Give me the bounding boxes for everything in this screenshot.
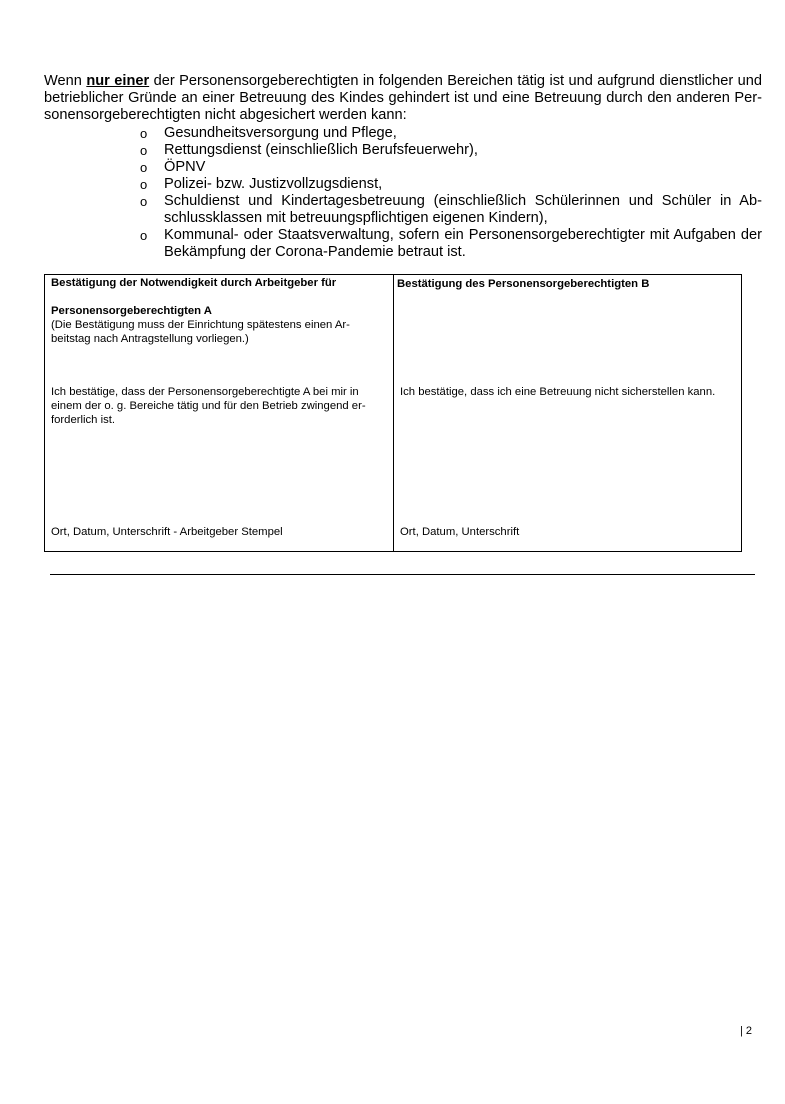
bullet-icon: o [140, 194, 148, 209]
list-item-text: Gesundheitsversorgung und Pflege, [164, 125, 397, 141]
list-item [140, 125, 762, 142]
employer-note: (Die Bestätigung muss der Einrichtung spätestens einen Ar-beitstag nach Antragstellung vorliegen.) [51, 319, 350, 345]
list-item [140, 227, 762, 261]
employer-confirmation: Ich bestätige, dass der Personensorgeberechtigte A bei mir in einem der o. g. Bereiche tätig und für den Betrieb zwingend er-forderlich ist. [51, 386, 366, 426]
list-item-text: Schuldienst und Kindertagesbetreuung (einschließlich Schülerinnen und Schüler in Ab-schlussklassen mit betreuungspflichtigen eigenen Kindern), [164, 193, 762, 226]
employer-heading [51, 276, 387, 290]
intro-emphasis: nur einer [86, 73, 150, 89]
list-item [140, 176, 762, 193]
bullet-icon: o [140, 126, 148, 141]
employer-heading-line1: Bestätigung der Notwendigkeit durch Arbeitgeber für [51, 277, 337, 289]
intro-prefix: Wenn [44, 73, 87, 89]
list-item [140, 159, 762, 176]
bullet-icon: o [140, 228, 148, 243]
employer-heading-line2: Personensorgeberechtigten A [51, 305, 212, 317]
list-item-text: Rettungsdienst (einschließlich Berufsfeuerwehr), [164, 142, 478, 158]
list-item [140, 142, 762, 159]
confirmation-table [44, 274, 742, 552]
list-item-text: ÖPNV [164, 159, 206, 175]
bullet-icon: o [140, 143, 148, 158]
horizontal-rule [50, 574, 755, 575]
list-item [140, 193, 762, 227]
employer-signature-line: Ort, Datum, Unterschrift - Arbeitgeber Stempel [51, 526, 283, 538]
guardian-confirmation: Ich bestätige, dass ich eine Betreuung nicht sicherstellen kann. [400, 386, 716, 398]
bullet-icon: o [140, 160, 148, 175]
intro-rest: der Personensorgeberechtigten in folgenden Bereichen tätig ist und aufgrund dienstlicher und betrieblicher Gründe an einer Betreuung des Kindes gehindert ist und eine Betreuung durch den anderen Per-sonensorgeberechtigten nicht abgesichert werden kann: [44, 73, 762, 123]
intro-paragraph [44, 73, 762, 124]
guardian-signature-line: Ort, Datum, Unterschrift [400, 526, 520, 538]
table-divider [393, 275, 394, 551]
bullet-icon: o [140, 177, 148, 192]
list-item-text: Polizei- bzw. Justizvollzugsdienst, [164, 176, 383, 192]
guardian-heading [397, 277, 737, 291]
employer-heading-block [51, 304, 387, 346]
sector-list [140, 125, 762, 261]
list-item-text: Kommunal- oder Staatsverwaltung, sofern ein Personensorgeberechtigter mit Aufgaben der Bekämpfung der Corona-Pandemie betraut ist. [164, 227, 762, 260]
page-number: | 2 [740, 1025, 753, 1037]
guardian-heading-text: Bestätigung des Personensorgeberechtigten B [397, 278, 650, 290]
